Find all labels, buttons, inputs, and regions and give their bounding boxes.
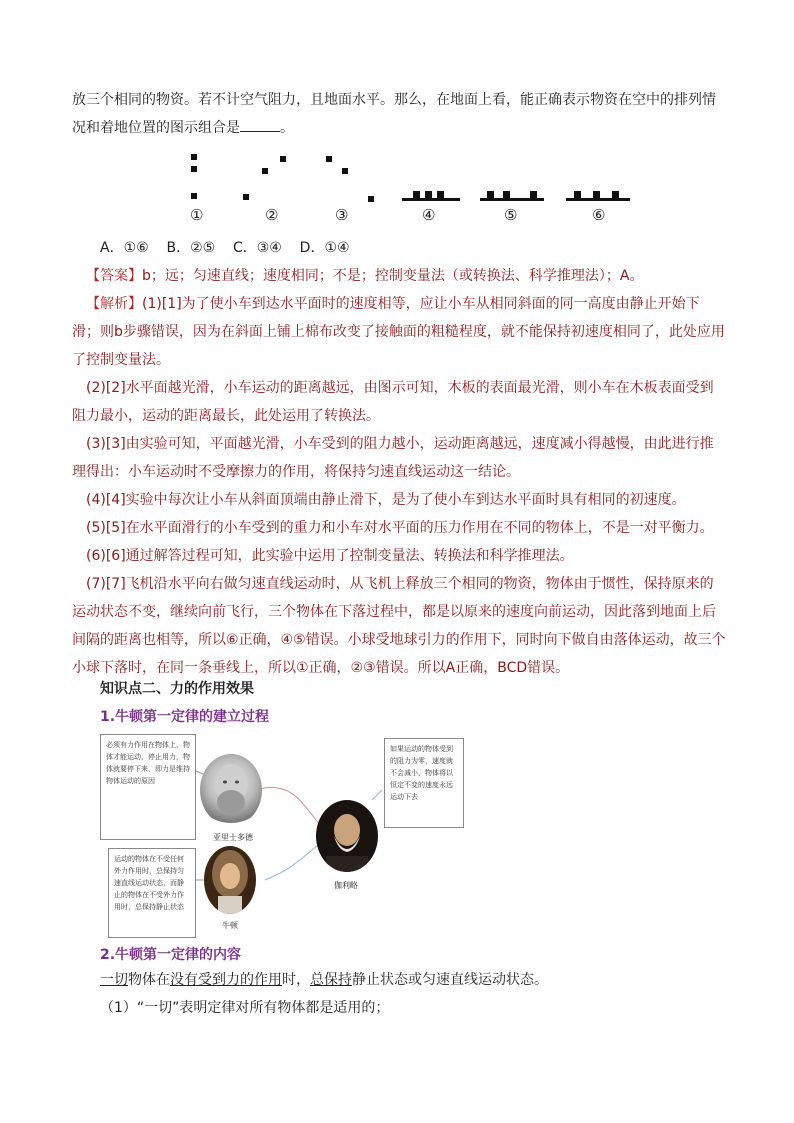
law-note-1: （1）“一切”表明定律对所有物体都是适用的； <box>100 1000 390 1016</box>
aristotle-view-box: 必须有力作用在物体上，物体才能运动，停止用力，物体就要停下来，即力是维持物体运动的原因 <box>100 734 196 840</box>
subheading-2: 2.牛顿第一定律的内容 <box>100 947 242 963</box>
analysis-p5: (5)[5]在水平面滑行的小车受到的重力和小车对水平面的压力作用在不同的物体上，不是一对平衡力。 <box>86 520 714 536</box>
law-content: 一切物体在没有受到力的作用时，总保持静止状态或匀速直线运动状态。 <box>100 972 548 988</box>
fig-label-3: ③ <box>335 206 349 224</box>
analysis-p1: 【解析】(1)[1]为了使小车到达水平面时的速度相等，应让小车从相同斜面的同一高度由静止开始下滑；则b步骤错误，因为在斜面上铺上棉布改变了接触面的粗糙程度，就不能保持初速度相同了，此处应用了控制变量法。 <box>72 296 725 368</box>
fig-label-6: ⑥ <box>592 206 606 224</box>
analysis-p3: (3)[3]由实验可知，平面越光滑，小车受到的阻力越小，运动距离越远，速度减小得越慢，由此进行推理得出：小车运动时不受摩擦力的作用，将保持匀速直线运动这一结论。 <box>72 436 714 480</box>
newton-view-box: 运动的物体在不受任何外力作用时，总保持匀速直线运动状态，而静止的物体在不受外力作用时，总保持静止状态 <box>108 848 196 938</box>
analysis-p2: (2)[2]水平面越光滑，小车运动的距离越远，由图示可知，木板的表面最光滑，则小车在木板表面受到阻力最小，运动的距离最长，此处运用了转换法。 <box>72 380 714 424</box>
answer-line: 【答案】b；远；匀速直线；速度相同；不是；控制变量法（或转换法、科学推理法）；A。 <box>86 268 644 284</box>
fig-label-5: ⑤ <box>504 206 518 224</box>
galileo-view-box: 如果运动的物体受到的阻力为零，速度就不会减小，物体将以恒定不变的速度永远运动下去 <box>384 738 464 828</box>
newton-portrait <box>204 846 256 914</box>
analysis-p4: (4)[4]实验中每次让小车从斜面顶端由静止滑下，是为了使小车到达水平面时具有相同的初速度。 <box>86 492 686 508</box>
newton-name: 牛顿 <box>222 921 238 930</box>
fig-label-4: ④ <box>422 206 436 224</box>
newton-image <box>204 846 256 914</box>
galileo-name: 伽利略 <box>334 881 358 890</box>
aristotle-name: 亚里士多德 <box>213 833 253 842</box>
fig-label-2: ② <box>265 206 279 224</box>
analysis-p6: (6)[6]通过解答过程可知，此实验中运用了控制变量法、转换法和科学推理法。 <box>86 548 574 564</box>
answer-options: A．①⑥ B．②⑤ C．③④ D．①④ <box>100 240 350 256</box>
galileo-portrait <box>316 800 378 872</box>
section-title: 知识点二、力的作用效果 <box>100 681 254 697</box>
galileo-image <box>316 800 378 872</box>
subheading-1: 1.牛顿第一定律的建立过程 <box>100 709 270 725</box>
analysis-p7: (7)[7]飞机沿水平向右做匀速直线运动时，从飞机上释放三个相同的物资，物体由于惯性，保持原来的运动状态不变，继续向前飞行，三个物体在下落过程中，都是以原来的速度向前运动，因此落到地面上后间隔的距离也相等，所以⑥正确，④⑤错误。小球受地球引力的作用下，同时向下做自由落体运动，故三个小球下落时，在同一条垂线上，所以①正确，②③错误。所以A正确，BCD错误。 <box>72 576 726 676</box>
question-line1: 放三个相同的物资。若不计空气阻力，且地面水平。那么，在地面上看，能正确表示物资在空中的排列情 <box>72 92 716 108</box>
fig-label-1: ① <box>190 206 204 224</box>
question-line2: 况和着地位置的图示组合是 。 <box>72 114 724 142</box>
aristotle-image <box>200 754 262 826</box>
aristotle-portrait <box>200 754 262 826</box>
